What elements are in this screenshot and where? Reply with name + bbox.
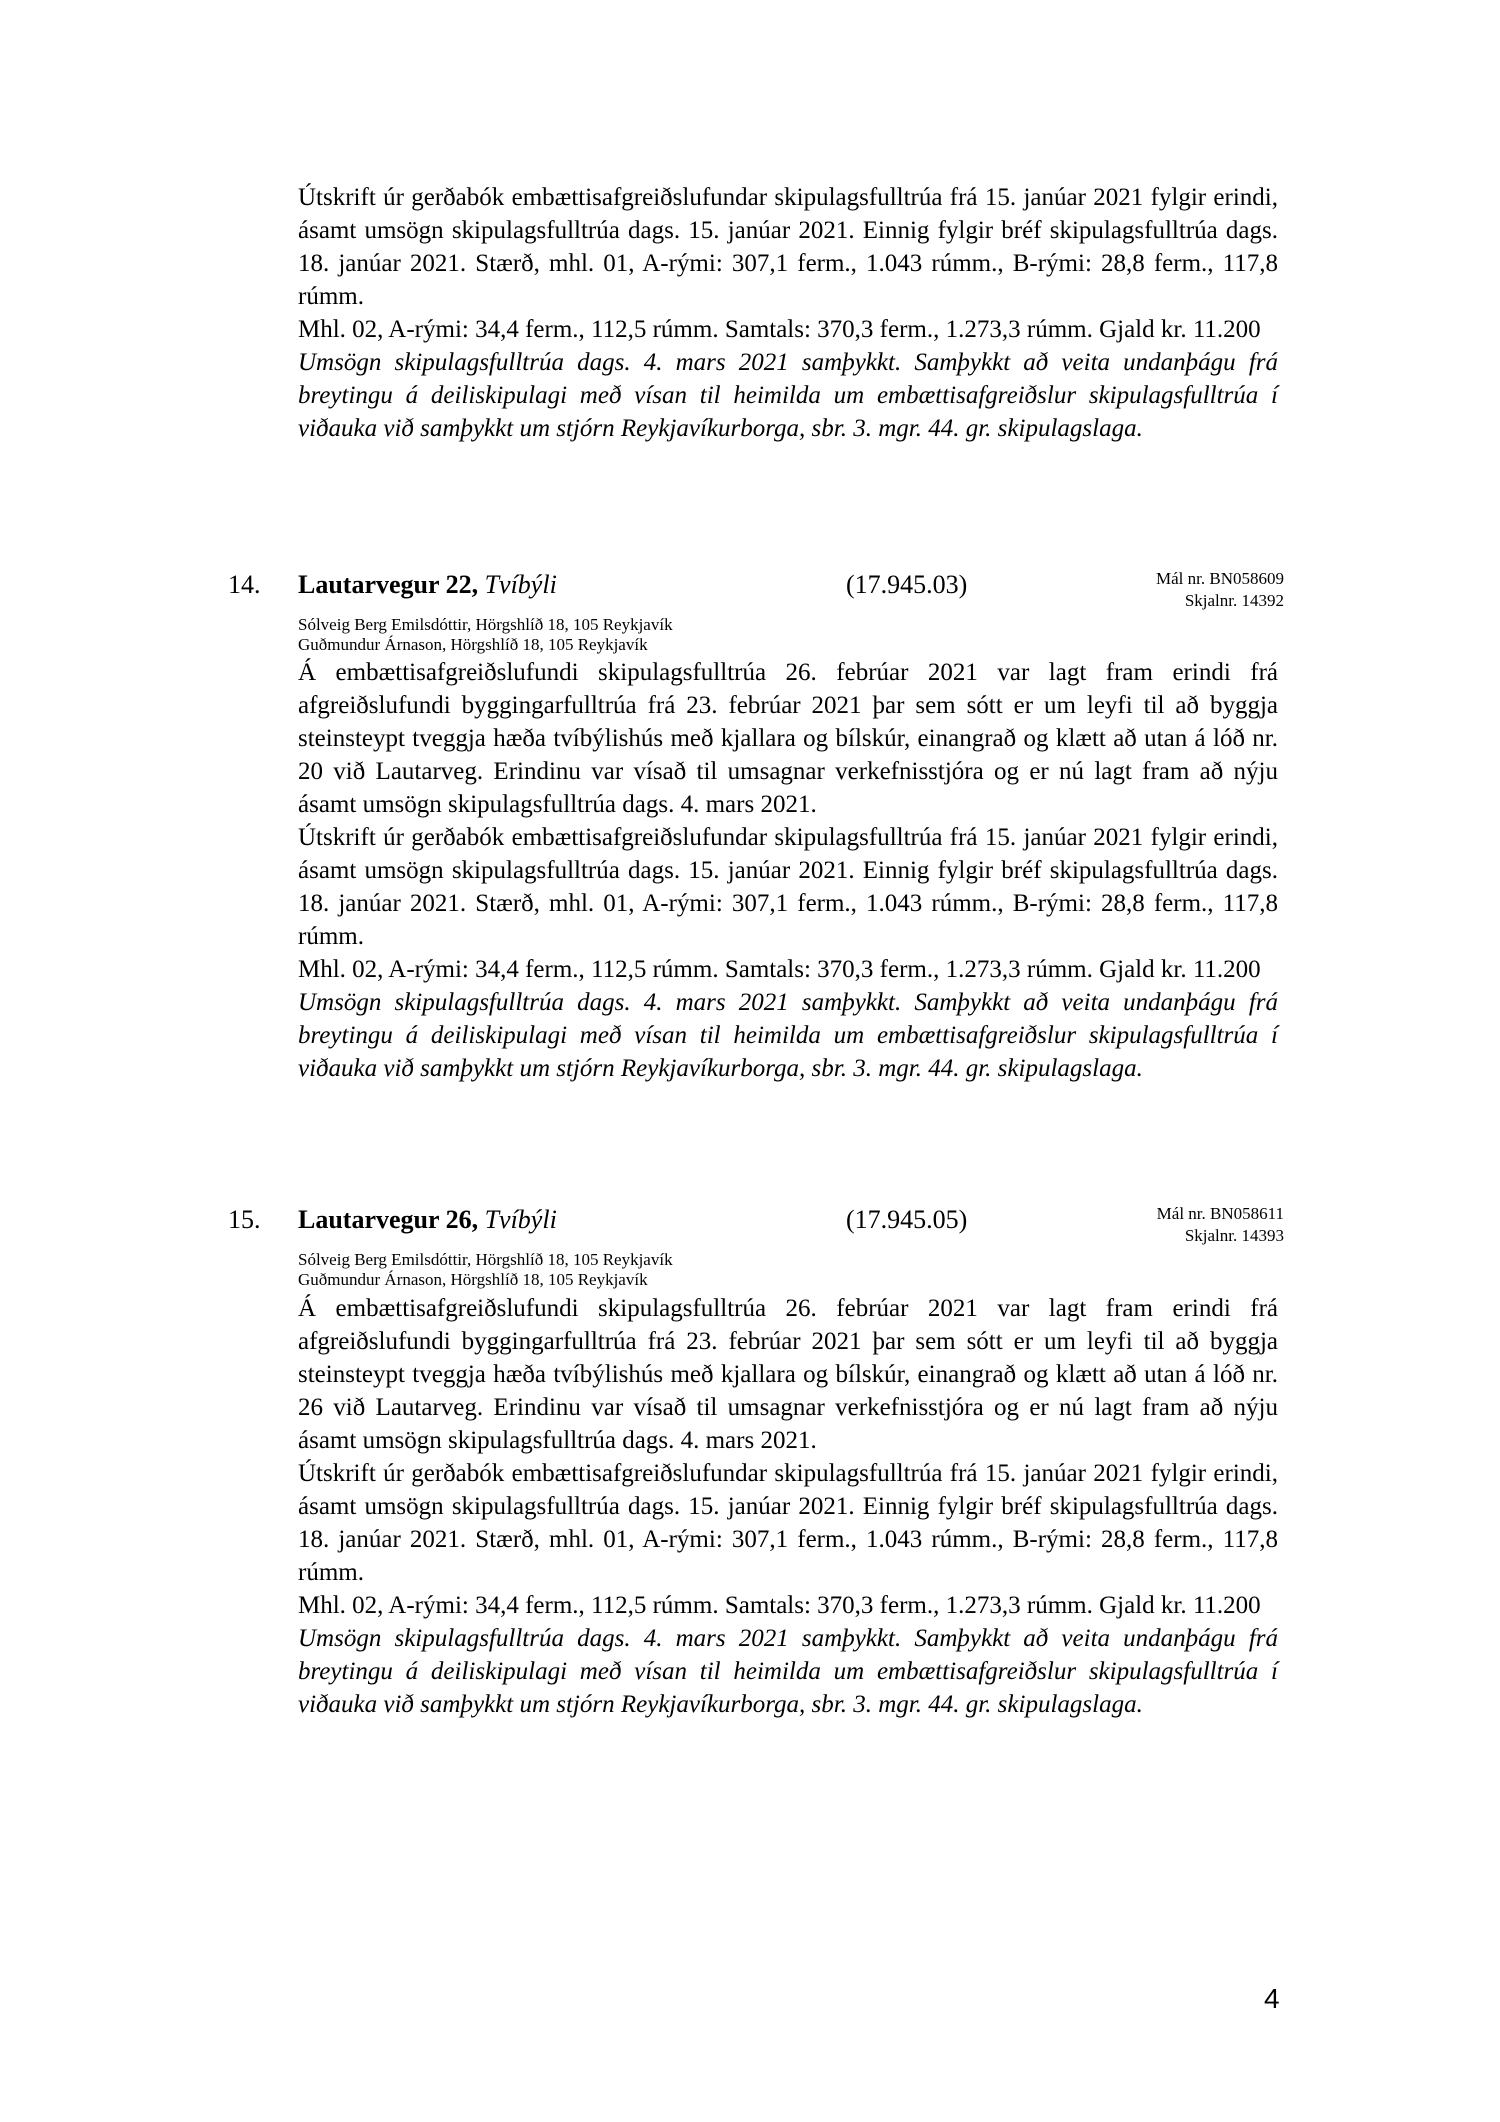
file-number: Skjalnr. 14392: [1184, 591, 1284, 610]
applicant: Sólveig Berg Emilsdóttir, Hörgshlíð 18, 105 Reykjavík: [298, 615, 673, 634]
item-ids: [1157, 1203, 1284, 1247]
item-ids: [1156, 568, 1284, 612]
item-street: Lautarvegur 26,: [298, 1205, 479, 1234]
intro-continuation: [298, 181, 1278, 445]
item-14-applicants: [298, 615, 673, 655]
item-15-body: [298, 1292, 1278, 1721]
item-title: [298, 1203, 557, 1237]
item-paragraph-description: Á embættisafgreiðslufundi skipulagsfulltrúa 26. febrúar 2021 var lagt fram erindi frá afgreiðslufundi byggingarfulltrúa frá 23. febrúar 2021 þar sem sótt er um leyfi til að byggja steinsteypt tveggja hæða tvíbýlishús með kjallara og bílskúr, einangrað og klætt að utan á lóð nr. 20 við Lautarveg. Erindinu var vísað til umsagnar verkefnisstjóra og er nú lagt fram að nýju ásamt umsögn skipulagsfulltrúa dags. 4. mars 2021.: [298, 659, 1278, 818]
applicant: Guðmundur Árnason, Hörgshlíð 18, 105 Reykjavík: [298, 635, 648, 654]
item-paragraph-sizes: Mhl. 02, A-rými: 34,4 ferm., 112,5 rúmm. Samtals: 370,3 ferm., 1.273,3 rúmm. Gjald kr. 11.200: [298, 956, 1261, 983]
item-15-applicants: [298, 1250, 673, 1290]
item-type: Tvíbýli: [484, 570, 557, 599]
intro-paragraph-decision: Umsögn skipulagsfulltrúa dags. 4. mars 2021 samþykkt. Samþykkt að veita undanþágu frá breytingu á deiliskipulagi með vísan til heimilda um embættisafgreiðslur skipulagsfulltrúa í viðauka við samþykkt um stjórn Reykjavíkurborga, sbr. 3. mgr. 44. gr. skipulagslaga.: [298, 349, 1278, 442]
page-number: 4: [1264, 1983, 1280, 2014]
item-14-body: [298, 656, 1278, 1085]
item-paragraph-statement: Útskrift úr gerðabók embættisafgreiðslufundar skipulagsfulltrúa frá 15. janúar 2021 fylgir erindi, ásamt umsögn skipulagsfulltrúa dags. 15. janúar 2021. Einnig fylgir bréf skipulagsfulltrúa dags. 18. janúar 2021. Stærð, mhl. 01, A-rými: 307,1 ferm., 1.043 rúmm., B-rými: 28,8 ferm., 117,8 rúmm.: [298, 824, 1278, 950]
item-paragraph-description: Á embættisafgreiðslufundi skipulagsfulltrúa 26. febrúar 2021 var lagt fram erindi frá afgreiðslufundi byggingarfulltrúa frá 23. febrúar 2021 þar sem sótt er um leyfi til að byggja steinsteypt tveggja hæða tvíbýlishús með kjallara og bílskúr, einangrað og klætt að utan á lóð nr. 26 við Lautarveg. Erindinu var vísað til umsagnar verkefnisstjóra og er nú lagt fram að nýju ásamt umsögn skipulagsfulltrúa dags. 4. mars 2021.: [298, 1295, 1278, 1454]
item-title: [298, 568, 557, 602]
item-reference: (17.945.03): [846, 570, 968, 599]
file-number: Skjalnr. 14393: [1184, 1226, 1284, 1245]
item-street: Lautarvegur 22,: [298, 570, 479, 599]
item-reference: (17.945.05): [846, 1205, 968, 1234]
case-number: Mál nr. BN058611: [1156, 1204, 1284, 1223]
intro-paragraph-statement: Útskrift úr gerðabók embættisafgreiðslufundar skipulagsfulltrúa frá 15. janúar 2021 fylgir erindi, ásamt umsögn skipulagsfulltrúa dags. 15. janúar 2021. Einnig fylgir bréf skipulagsfulltrúa dags. 18. janúar 2021. Stærð, mhl. 01, A-rými: 307,1 ferm., 1.043 rúmm., B-rými: 28,8 ferm., 117,8 rúmm.: [298, 184, 1278, 310]
item-paragraph-decision: Umsögn skipulagsfulltrúa dags. 4. mars 2021 samþykkt. Samþykkt að veita undanþágu frá breytingu á deiliskipulagi með vísan til heimilda um embættisafgreiðslur skipulagsfulltrúa í viðauka við samþykkt um stjórn Reykjavíkurborga, sbr. 3. mgr. 44. gr. skipulagslaga.: [298, 1625, 1278, 1718]
item-type: Tvíbýli: [484, 1205, 557, 1234]
item-number: 14.: [228, 570, 261, 599]
intro-paragraph-sizes: Mhl. 02, A-rými: 34,4 ferm., 112,5 rúmm. Samtals: 370,3 ferm., 1.273,3 rúmm. Gjald kr. 11.200: [298, 316, 1261, 343]
item-paragraph-decision: Umsögn skipulagsfulltrúa dags. 4. mars 2021 samþykkt. Samþykkt að veita undanþágu frá breytingu á deiliskipulagi með vísan til heimilda um embættisafgreiðslur skipulagsfulltrúa í viðauka við samþykkt um stjórn Reykjavíkurborga, sbr. 3. mgr. 44. gr. skipulagslaga.: [298, 989, 1278, 1082]
applicant: Guðmundur Árnason, Hörgshlíð 18, 105 Reykjavík: [298, 1270, 648, 1289]
item-number: 15.: [228, 1205, 261, 1234]
applicant: Sólveig Berg Emilsdóttir, Hörgshlíð 18, 105 Reykjavík: [298, 1250, 673, 1269]
item-paragraph-statement: Útskrift úr gerðabók embættisafgreiðslufundar skipulagsfulltrúa frá 15. janúar 2021 fylgir erindi, ásamt umsögn skipulagsfulltrúa dags. 15. janúar 2021. Einnig fylgir bréf skipulagsfulltrúa dags. 18. janúar 2021. Stærð, mhl. 01, A-rými: 307,1 ferm., 1.043 rúmm., B-rými: 28,8 ferm., 117,8 rúmm.: [298, 1460, 1278, 1586]
case-number: Mál nr. BN058609: [1156, 569, 1284, 588]
item-paragraph-sizes: Mhl. 02, A-rými: 34,4 ferm., 112,5 rúmm. Samtals: 370,3 ferm., 1.273,3 rúmm. Gjald kr. 11.200: [298, 1592, 1261, 1619]
